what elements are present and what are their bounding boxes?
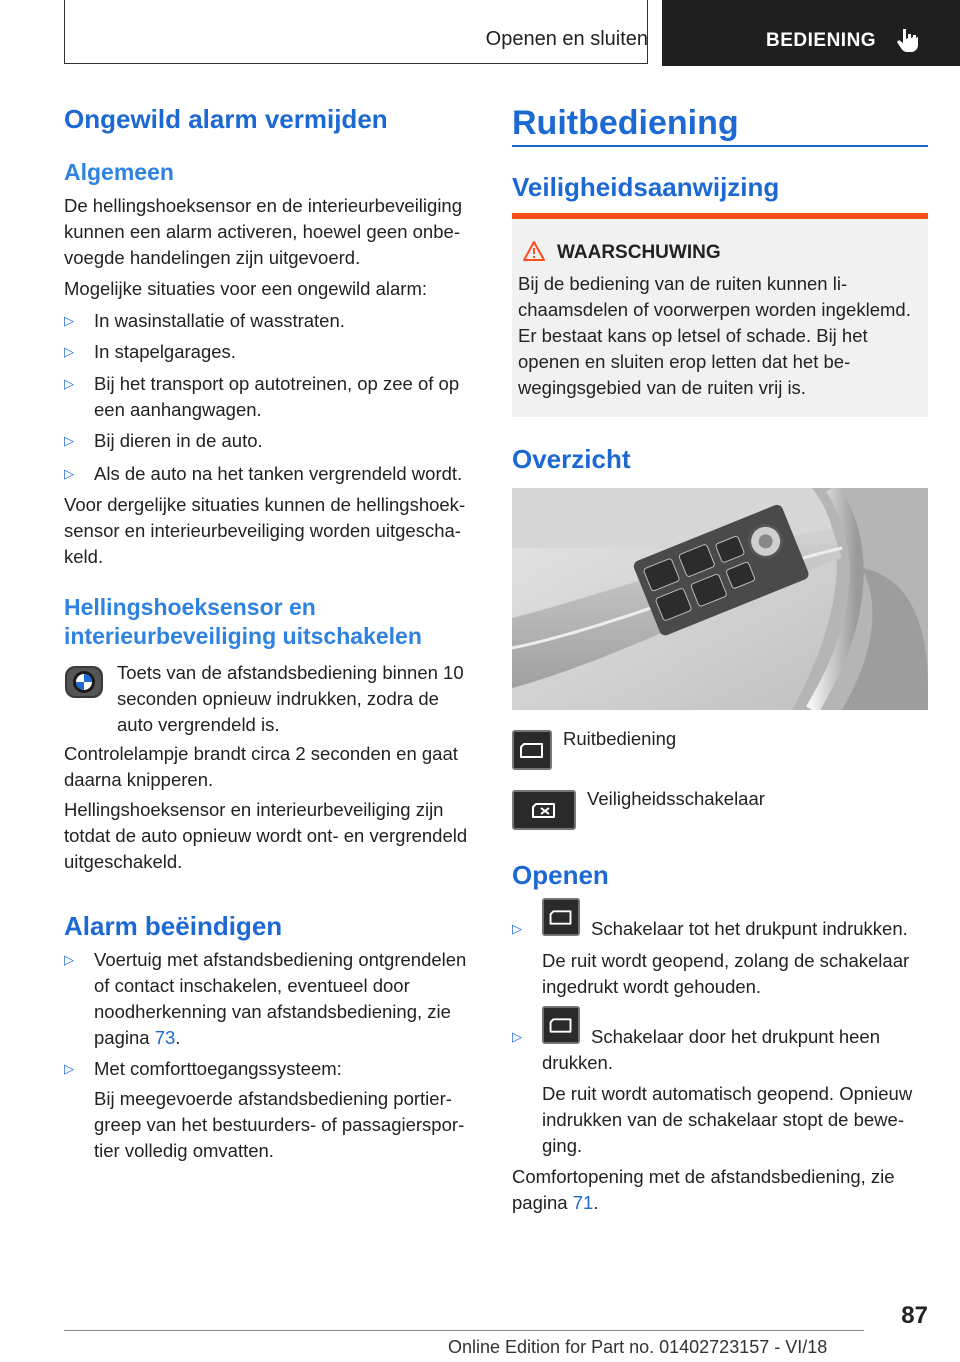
footer-edition: Online Edition for Part no. 01402723157 - VI/18	[448, 1337, 828, 1357]
window-switch-icon	[542, 898, 580, 936]
end-alarm-title: Alarm beëindigen	[64, 911, 283, 941]
algemeen-paragraph-2: Mogelijke situaties voor een ongewild alarm:	[64, 278, 427, 299]
disable-paragraph-1a: Toets van de afstandsbediening binnen 10 seconden opnieuw indrukken, zodra de auto vergrendeld is.	[117, 662, 464, 735]
bullet-triangle-icon: ▷	[64, 344, 74, 359]
legend-window-switch: Ruitbediening	[563, 728, 677, 749]
page-link[interactable]: 73	[154, 1027, 176, 1048]
safety-switch-icon	[512, 790, 576, 830]
open-paragraph: Comfortopening met de afstandsbediening, zie pagina 71.	[512, 1166, 895, 1213]
header-tab-label: BEDIENING	[766, 30, 877, 51]
bmw-key-icon	[64, 662, 104, 702]
list-item: ▷ Bij het transport op autotreinen, op zee of op een aanhangwagen.	[64, 373, 460, 420]
disable-paragraph-3: Hellingshoeksensor en interieurbeveiliging zijn totdat de auto opnieuw wordt ont- en vergrendeld uitgeschakeld.	[64, 799, 468, 872]
warning-text: Bij de bediening van de ruiten kunnen lichaamsdelen of voorwerpen worden ingeklemd. Er bestaat kans op letsel of schade. Bij het openen en sluiten erop letten dat het bewegingsgebied van de ruiten vrij is.	[518, 273, 911, 398]
list-item: ▷ In wasinstallatie of wasstraten.	[64, 308, 478, 334]
safety-heading: Veiligheidsaanwijzing	[512, 172, 780, 202]
page-link[interactable]: 71	[572, 1192, 594, 1213]
bullet-triangle-icon: ▷	[64, 433, 74, 448]
right-page-title: Ruitbediening	[512, 104, 739, 142]
list-item: ▷ In stapelgarages.	[64, 339, 478, 365]
list-item: ▷ Als de auto na het tanken vergrendeld wordt.	[64, 461, 478, 487]
door-switch-photo	[512, 488, 928, 710]
warning-label: WAARSCHUWING	[557, 242, 721, 263]
bullet-triangle-icon: ▷	[64, 466, 74, 481]
algemeen-heading: Algemeen	[64, 159, 174, 185]
list-item: ▷ Bij dieren in de auto.	[64, 428, 478, 454]
open-step-1-sub: De ruit wordt geopend, zolang de schakelaar ingedrukt wordt gehouden.	[542, 950, 910, 997]
left-page-title: Ongewild alarm vermijden	[64, 104, 388, 134]
window-switch-icon	[512, 730, 552, 770]
bullet-triangle-icon: ▷	[64, 313, 74, 328]
bullet-triangle-icon: ▷	[512, 921, 522, 936]
algemeen-paragraph-1: De hellingshoeksensor en de interieurbeveiliging kunnen een alarm activeren, hoewel geen onbevoegde handelingen zijn uitgevoerd.	[64, 195, 463, 268]
bullet-triangle-icon: ▷	[64, 376, 74, 391]
disable-paragraph-2: Controlelampje brandt circa 2 seconden en gaat daarna knipperen.	[64, 743, 458, 790]
open-step-1: Schakelaar tot het drukpunt indrukken.	[591, 918, 908, 939]
end-alarm-sub-paragraph: Bij meegevoerde afstandsbediening portiergreep van het bestuurders- of passagiersportier volledig omvatten.	[94, 1088, 465, 1161]
list-item: ▷ Met comforttoegangssysteem:	[64, 1056, 478, 1082]
bullet-triangle-icon: ▷	[512, 1029, 522, 1044]
page-number: 87	[901, 1302, 928, 1329]
algemeen-paragraph-3: Voor dergelijke situaties kunnen de hellingshoeksensor en interieurbeveiliging worden uitgeschakeld.	[64, 494, 466, 567]
disable-heading: Hellingshoeksensor en interieurbeveiliging uitschakelen	[64, 594, 422, 649]
overview-heading: Overzicht	[512, 444, 631, 474]
legend-safety-switch: Veiligheidsschakelaar	[587, 788, 765, 809]
hand-pointer-icon	[894, 26, 922, 54]
bullet-triangle-icon: ▷	[64, 952, 74, 967]
open-step-2: Schakelaar door het drukpunt heen drukken.	[542, 1026, 881, 1073]
footer-divider	[64, 1330, 864, 1331]
warning-triangle-icon	[522, 240, 546, 262]
open-step-2-sub: De ruit wordt automatisch geopend. Opnieuw indrukken van de schakelaar stopt de beweging.	[542, 1083, 913, 1156]
bullet-triangle-icon: ▷	[64, 1061, 74, 1076]
title-underline	[512, 145, 928, 147]
open-heading: Openen	[512, 860, 609, 890]
list-item: ▷ Voertuig met afstandsbediening ontgrendelen of contact inschakelen, eventueel door noodherkenning van afstandsbediening, zie pagina 73.	[64, 949, 467, 1048]
header-section-title: Openen en sluiten	[485, 28, 648, 50]
